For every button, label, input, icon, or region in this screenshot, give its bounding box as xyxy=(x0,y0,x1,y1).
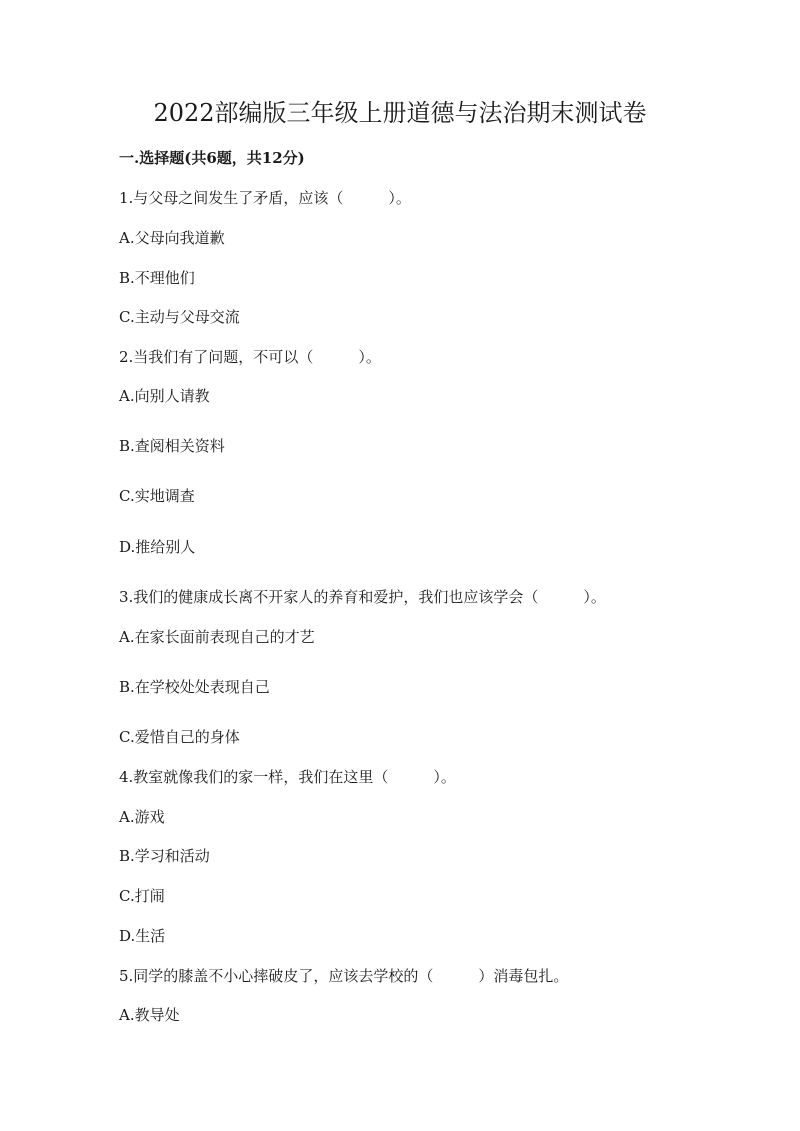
question-4-option-c: C.打闹 xyxy=(119,887,165,905)
question-3-option-a: A.在家长面前表现自己的才艺 xyxy=(119,628,315,646)
question-3-stem: 3.我们的健康成长离不开家人的养育和爱护，我们也应该学会（ ）。 xyxy=(119,588,606,606)
question-5-option-a: A.教导处 xyxy=(119,1006,180,1024)
question-5-stem: 5.同学的膝盖不小心摔破皮了，应该去学校的（ ）消毒包扎。 xyxy=(119,967,569,985)
question-2-option-a: A.向别人请教 xyxy=(119,387,210,405)
question-2-option-c: C.实地调查 xyxy=(119,487,195,505)
question-1-option-a: A.父母向我道歉 xyxy=(119,229,225,247)
question-1-stem: 1.与父母之间发生了矛盾，应该（ ）。 xyxy=(119,189,411,207)
question-4-option-b: B.学习和活动 xyxy=(119,847,210,865)
question-2-option-b: B.查阅相关资料 xyxy=(119,437,225,455)
question-3-option-c: C.爱惜自己的身体 xyxy=(119,728,240,746)
section-heading: 一.选择题(共6题，共12分) xyxy=(119,149,305,167)
question-1-option-c: C.主动与父母交流 xyxy=(119,308,240,326)
question-4-option-d: D.生活 xyxy=(119,927,166,945)
question-4-stem: 4.教室就像我们的家一样，我们在这里（ ）。 xyxy=(119,768,456,786)
question-4-option-a: A.游戏 xyxy=(119,808,165,826)
question-1-option-b: B.不理他们 xyxy=(119,269,195,287)
question-2-option-d: D.推给别人 xyxy=(119,538,196,556)
question-3-option-b: B.在学校处处表现自己 xyxy=(119,678,270,696)
page-title: 2022部编版三年级上册道德与法治期末测试卷 xyxy=(153,99,647,127)
question-2-stem: 2.当我们有了问题，不可以（ ）。 xyxy=(119,348,381,366)
